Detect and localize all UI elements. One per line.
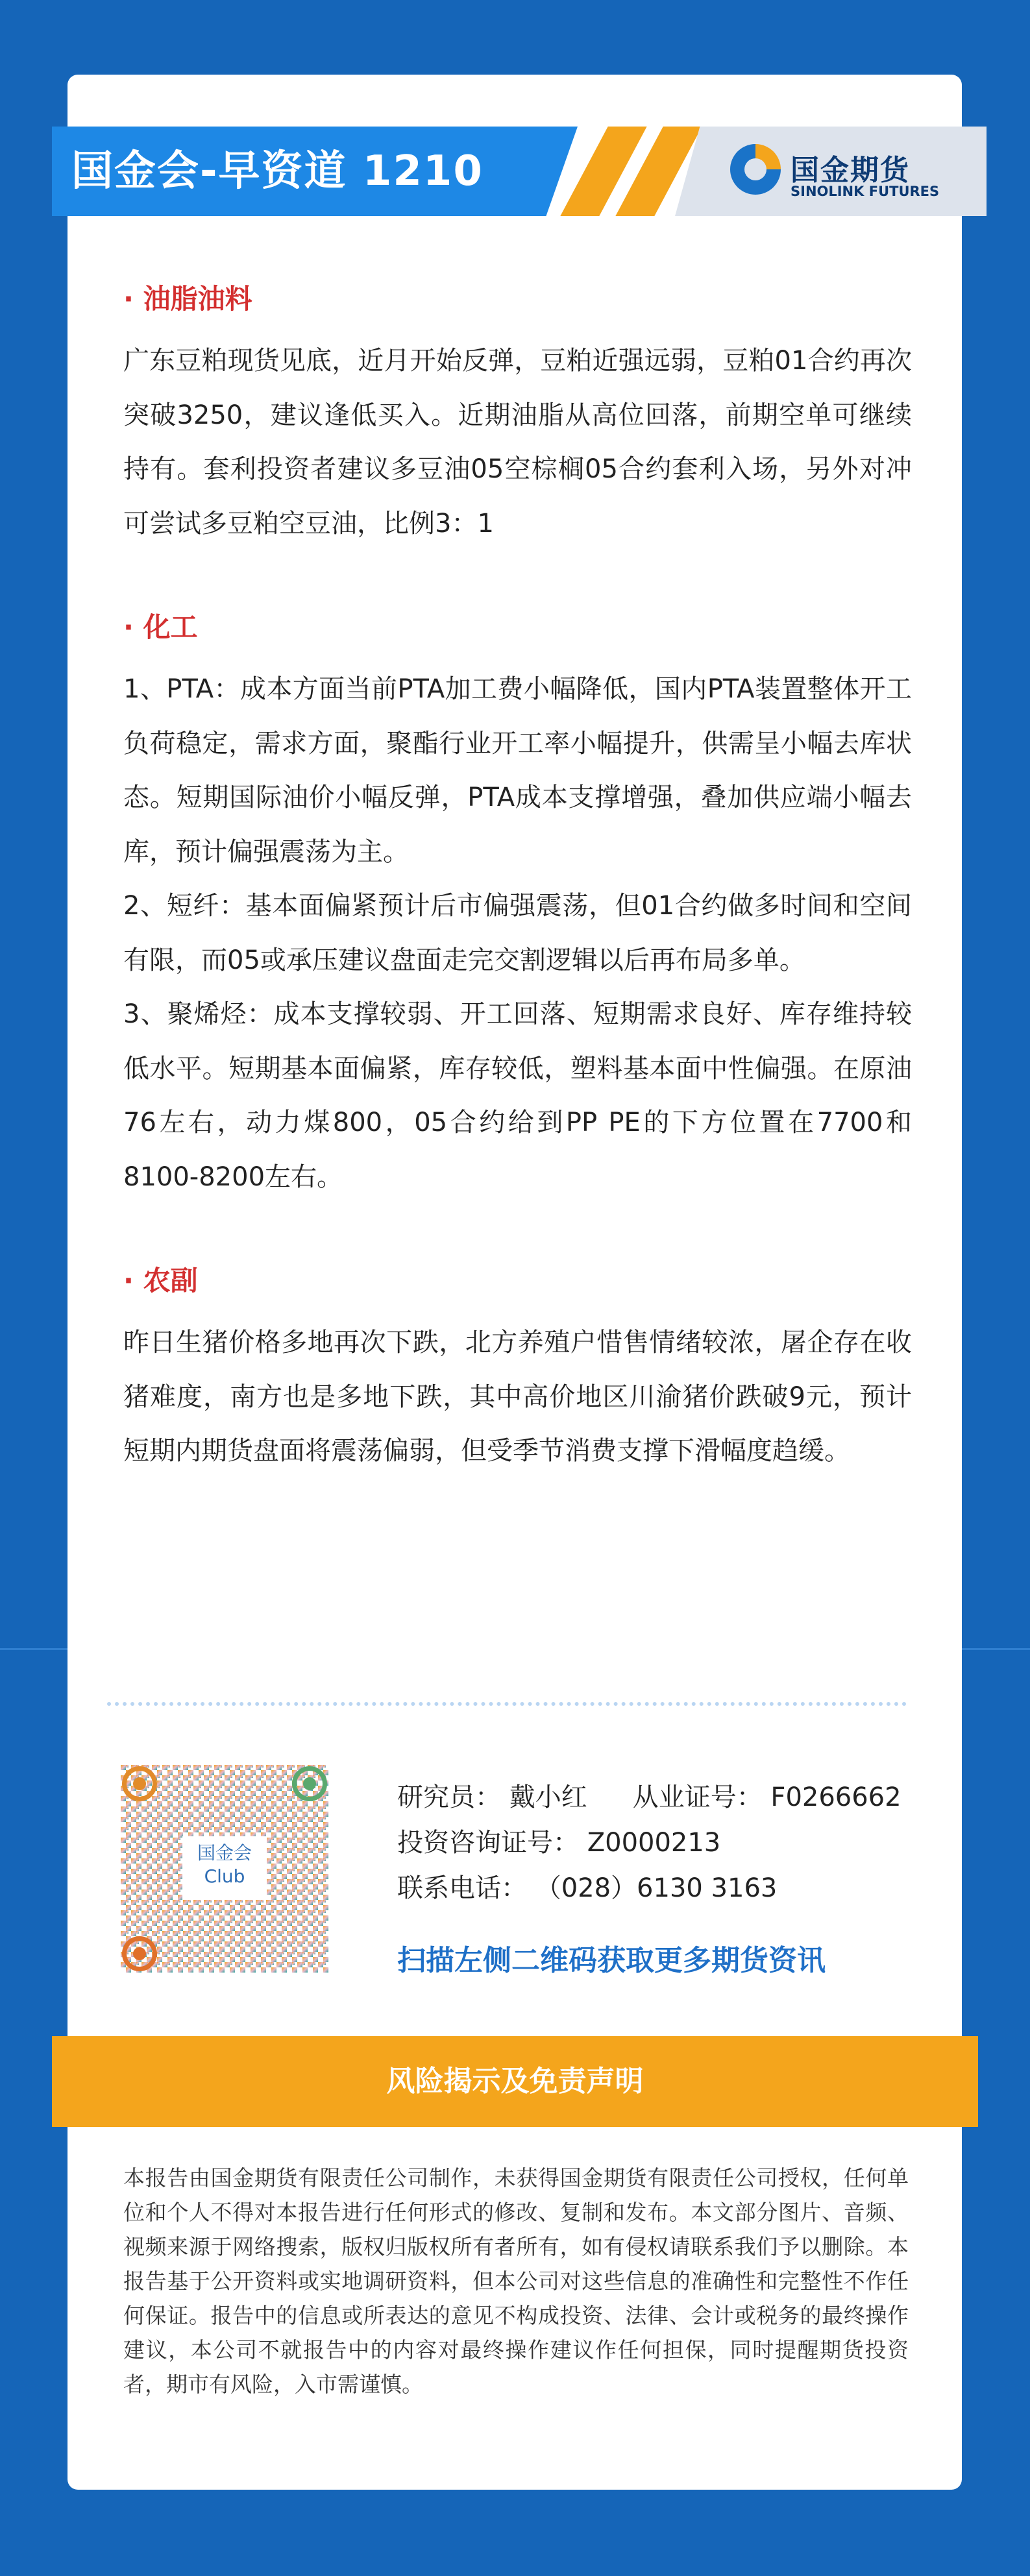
section-paragraph: 3、聚烯烃：成本支撑较弱、开工回落、短期需求良好、库存维持较低水平。短期基本面偏紧，库存较低，塑料基本面中性偏强。在原油76左右，动力煤800，05合约给到PP PE的下方位置在7700和8100-8200左右。 [123, 999, 912, 1192]
contact-info [397, 1775, 901, 1911]
phone-number: 联系电话： （028）6130 3163 [397, 1873, 778, 1903]
license-number: 从业证号： F0266662 [632, 1782, 901, 1812]
scan-cta: 扫描左侧二维码获取更多期货资讯 [397, 1944, 826, 1977]
section-paragraph: 广东豆粕现货见底，近月开始反弹，豆粕近强远弱，豆粕01合约再次突破3250，建议逢低买入。近期油脂从高位回落，前期空单可继续持有。套利投资者建议多豆油05空棕榈05合约套利入场，另外对冲可尝试多豆粕空豆油，比例3：1 [123, 346, 912, 539]
section-paragraph: 2、短纤：基本面偏紧预计后市偏强震荡，但01合约做多时间和空间有限，而05或承压建议盘面走完交割逻辑以后再布局多单。 [123, 891, 912, 975]
section-chemicals [123, 604, 912, 1204]
section-oils [123, 276, 912, 551]
contact-row [397, 1775, 901, 1820]
risk-disclosure-header: 风险揭示及免责声明 [52, 2036, 978, 2127]
researcher: 研究员： 戴小红 [397, 1782, 587, 1812]
section-paragraph: 1、PTA：成本方面当前PTA加工费小幅降低，国内PTA装置整体开工负荷稳定，需求方面，聚酯行业开工率小幅提升，供需呈小幅去库状态。短期国际油价小幅反弹，PTA成本支撑增强，叠加供应端小幅去库，预计偏强震荡为主。 [123, 674, 912, 867]
section-paragraph: 昨日生猪价格多地再次下跌，北方养殖户惜售情绪较浓，屠企存在收猪难度，南方也是多地下跌，其中高价地区川渝猪价跌破9元，预计短期内期货盘面将震荡偏弱，但受季节消费支撑下滑幅度趋缓。 [123, 1328, 912, 1466]
qr-finder-icon [292, 1766, 327, 1801]
section-agri [123, 1258, 912, 1479]
dotted-divider [107, 1702, 907, 1706]
logo-name-cn: 国金期货 [791, 154, 910, 187]
qr-label [182, 1836, 267, 1900]
qr-finder-icon [122, 1936, 157, 1971]
qr-code[interactable] [121, 1765, 328, 1973]
section-title: · 农副 [123, 1265, 198, 1296]
sinolink-logo-icon [730, 144, 781, 195]
report-body [123, 276, 912, 1479]
qr-label-line: 国金会 [197, 1842, 252, 1864]
consult-license: 投资咨询证号： Z0000213 [397, 1828, 721, 1858]
qr-finder-icon [122, 1766, 157, 1801]
disclaimer-text: 本报告由国金期货有限责任公司制作，未获得国金期货有限责任公司授权，任何单位和个人不得对本报告进行任何形式的修改、复制和发布。本文部分图片、音频、视频来源于网络搜索，版权归版权所有者所有，如有侵权请联系我们予以删除。本报告基于公开资料或实地调研资料，但本公司对这些信息的准确性和完整性不作任何保证。报告中的信息或所表达的意见不构成投资、法律、会计或税务的最终操作建议，本公司不就报告中的内容对最终操作建议作任何担保，同时提醒期货投资者，期市有风险，入市需谨慎。 [123, 2165, 909, 2397]
page-title: 国金会-早资道 1210 [71, 147, 484, 195]
qr-label-line: Club [204, 1865, 245, 1887]
logo-name-en: SINOLINK FUTURES [791, 184, 940, 199]
section-title: · 油脂油料 [123, 283, 252, 315]
section-title: · 化工 [123, 611, 198, 643]
